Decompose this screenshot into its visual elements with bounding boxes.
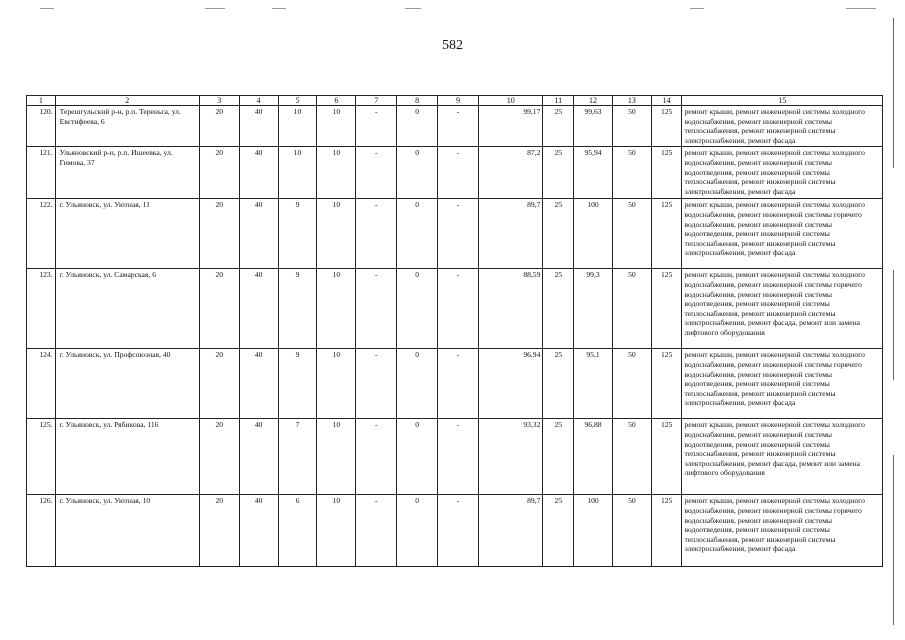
col-header: 14	[651, 96, 682, 106]
col-header: 6	[317, 96, 356, 106]
value-cell: 125	[651, 419, 682, 495]
address-cell: г. Ульяновск, ул. Профсоюзная, 40	[55, 349, 199, 419]
col-header: 5	[278, 96, 317, 106]
value-cell: 20	[199, 269, 239, 349]
col-header: 10	[478, 96, 542, 106]
value-cell: 20	[199, 106, 239, 147]
value-cell: -	[438, 106, 479, 147]
address-cell: г. Ульяновск, ул. Уютная, 10	[55, 495, 199, 567]
page-edge	[893, 270, 894, 380]
row-number: 123.	[27, 269, 56, 349]
scan-mark	[405, 8, 421, 9]
value-cell: 20	[199, 349, 239, 419]
value-cell: 9	[278, 349, 317, 419]
scan-mark	[40, 8, 54, 9]
scan-mark	[272, 8, 286, 9]
value-cell: 96,94	[478, 349, 542, 419]
value-cell: 50	[612, 199, 651, 269]
works-cell: ремонт крыши, ремонт инженерной системы холодного водоснабжения, ремонт инженерной системы теплоснабжения, ремонт инженерной системы электроснабжения, ремонт фасада	[682, 106, 883, 147]
value-cell: 40	[239, 419, 278, 495]
scan-mark	[205, 8, 225, 9]
value-cell: 89,7	[478, 199, 542, 269]
value-cell: 10	[278, 147, 317, 199]
col-header: 15	[682, 96, 883, 106]
value-cell: 89,7	[478, 495, 542, 567]
value-cell: 50	[612, 495, 651, 567]
col-header: 12	[574, 96, 613, 106]
value-cell: -	[356, 349, 397, 419]
col-header: 1	[27, 96, 56, 106]
value-cell: -	[356, 419, 397, 495]
value-cell: 50	[612, 269, 651, 349]
value-cell: 25	[543, 147, 574, 199]
value-cell: 95,94	[574, 147, 613, 199]
value-cell: 25	[543, 106, 574, 147]
table-row	[27, 269, 883, 349]
value-cell: -	[438, 495, 479, 567]
value-cell: 95,1	[574, 349, 613, 419]
value-cell: 88,59	[478, 269, 542, 349]
works-cell: ремонт крыши, ремонт инженерной системы холодного водоснабжения, ремонт инженерной системы водоотведения, ремонт инженерной системы теплоснабжения, ремонт инженерной системы электроснабжения, ремонт фасада	[682, 147, 883, 199]
value-cell: 0	[397, 106, 438, 147]
value-cell: 100	[574, 495, 613, 567]
value-cell: 125	[651, 269, 682, 349]
value-cell: 50	[612, 349, 651, 419]
scan-mark	[846, 8, 876, 9]
value-cell: 0	[397, 349, 438, 419]
value-cell: 50	[612, 106, 651, 147]
value-cell: 40	[239, 147, 278, 199]
value-cell: 20	[199, 495, 239, 567]
col-header: 9	[438, 96, 479, 106]
value-cell: 40	[239, 106, 278, 147]
value-cell: 10	[317, 269, 356, 349]
value-cell: 20	[199, 199, 239, 269]
value-cell: -	[356, 199, 397, 269]
value-cell: -	[438, 349, 479, 419]
row-number: 124.	[27, 349, 56, 419]
value-cell: 10	[317, 147, 356, 199]
value-cell: 10	[278, 106, 317, 147]
value-cell: 100	[574, 199, 613, 269]
value-cell: -	[438, 147, 479, 199]
value-cell: 25	[543, 349, 574, 419]
value-cell: 93,32	[478, 419, 542, 495]
value-cell: 40	[239, 349, 278, 419]
address-cell: г. Ульяновск, ул. Самарская, 6	[55, 269, 199, 349]
row-number: 125.	[27, 419, 56, 495]
value-cell: 99,3	[574, 269, 613, 349]
col-header: 8	[397, 96, 438, 106]
value-cell: 40	[239, 199, 278, 269]
table-row	[27, 349, 883, 419]
works-cell: ремонт крыши, ремонт инженерной системы холодного водоснабжения, ремонт инженерной системы горячего водоснабжения, ремонт инженерной системы водоотведения, ремонт инженерной системы теплоснабжения, ремонт инженерной системы электроснабжения, ремонт фасада	[682, 199, 883, 269]
value-cell: 125	[651, 199, 682, 269]
page-edge	[893, 455, 894, 625]
col-header: 13	[612, 96, 651, 106]
value-cell: 9	[278, 269, 317, 349]
value-cell: 125	[651, 495, 682, 567]
value-cell: 10	[317, 495, 356, 567]
col-header: 2	[55, 96, 199, 106]
value-cell: 25	[543, 199, 574, 269]
table-row	[27, 199, 883, 269]
scan-mark	[690, 8, 704, 9]
address-cell: Ульяновский р-н, р.п. Ишеевка, ул. Гимова, 37	[55, 147, 199, 199]
col-header: 11	[543, 96, 574, 106]
value-cell: 25	[543, 419, 574, 495]
value-cell: 87,2	[478, 147, 542, 199]
row-number: 122.	[27, 199, 56, 269]
value-cell: -	[356, 147, 397, 199]
value-cell: 0	[397, 147, 438, 199]
value-cell: -	[356, 106, 397, 147]
value-cell: 25	[543, 269, 574, 349]
value-cell: 125	[651, 147, 682, 199]
value-cell: 99,17	[478, 106, 542, 147]
works-cell: ремонт крыши, ремонт инженерной системы холодного водоснабжения, ремонт инженерной системы горячего водоснабжения, ремонт инженерной системы водоотведения, ремонт инженерной системы теплоснабжения, ремонт инженерной системы электроснабжения, ремонт фасада, ремонт или замена лифтового оборудования	[682, 269, 883, 349]
row-number: 120.	[27, 106, 56, 147]
value-cell: 9	[278, 199, 317, 269]
value-cell: 50	[612, 419, 651, 495]
value-cell: 7	[278, 419, 317, 495]
table-row	[27, 147, 883, 199]
table-row	[27, 419, 883, 495]
table-row	[27, 495, 883, 567]
col-header: 7	[356, 96, 397, 106]
value-cell: 6	[278, 495, 317, 567]
works-cell: ремонт крыши, ремонт инженерной системы холодного водоснабжения, ремонт инженерной системы горячего водоснабжения, ремонт инженерной системы водоотведения, ремонт инженерной системы теплоснабжения, ремонт инженерной системы электроснабжения, ремонт фасада	[682, 349, 883, 419]
value-cell: 20	[199, 419, 239, 495]
page-number: 582	[442, 38, 463, 53]
value-cell: -	[356, 495, 397, 567]
value-cell: 125	[651, 349, 682, 419]
value-cell: 0	[397, 199, 438, 269]
value-cell: 10	[317, 419, 356, 495]
value-cell: 40	[239, 495, 278, 567]
col-header: 4	[239, 96, 278, 106]
value-cell: -	[438, 419, 479, 495]
value-cell: -	[438, 269, 479, 349]
row-number: 121.	[27, 147, 56, 199]
works-cell: ремонт крыши, ремонт инженерной системы холодного водоснабжения, ремонт инженерной системы водоотведения, ремонт инженерной системы теплоснабжения, ремонт инженерной системы электроснабжения, ремонт фасада, ремонт или замена лифтового оборудования	[682, 419, 883, 495]
address-cell: г. Ульяновск, ул. Уютная, 11	[55, 199, 199, 269]
value-cell: 0	[397, 269, 438, 349]
row-number: 126.	[27, 495, 56, 567]
value-cell: 10	[317, 199, 356, 269]
value-cell: 99,63	[574, 106, 613, 147]
value-cell: 10	[317, 349, 356, 419]
value-cell: 0	[397, 495, 438, 567]
header-row	[27, 96, 883, 106]
value-cell: 25	[543, 495, 574, 567]
value-cell: 96,88	[574, 419, 613, 495]
value-cell: 0	[397, 419, 438, 495]
value-cell: 125	[651, 106, 682, 147]
value-cell: -	[438, 199, 479, 269]
works-cell: ремонт крыши, ремонт инженерной системы холодного водоснабжения, ремонт инженерной системы горячего водоснабжения, ремонт инженерной системы водоотведения, ремонт инженерной системы теплоснабжения, ремонт инженерной системы электроснабжения, ремонт фасада	[682, 495, 883, 567]
col-header: 3	[199, 96, 239, 106]
value-cell: 20	[199, 147, 239, 199]
value-cell: 10	[317, 106, 356, 147]
table-row	[27, 106, 883, 147]
value-cell: 50	[612, 147, 651, 199]
table-body	[27, 106, 883, 567]
capital-repair-table	[26, 95, 883, 567]
value-cell: -	[356, 269, 397, 349]
address-cell: Терешгульский р-н, р.п. Тереньга, ул. Евстифеева, 6	[55, 106, 199, 147]
value-cell: 40	[239, 269, 278, 349]
address-cell: г. Ульяновск, ул. Рябикова, 116	[55, 419, 199, 495]
